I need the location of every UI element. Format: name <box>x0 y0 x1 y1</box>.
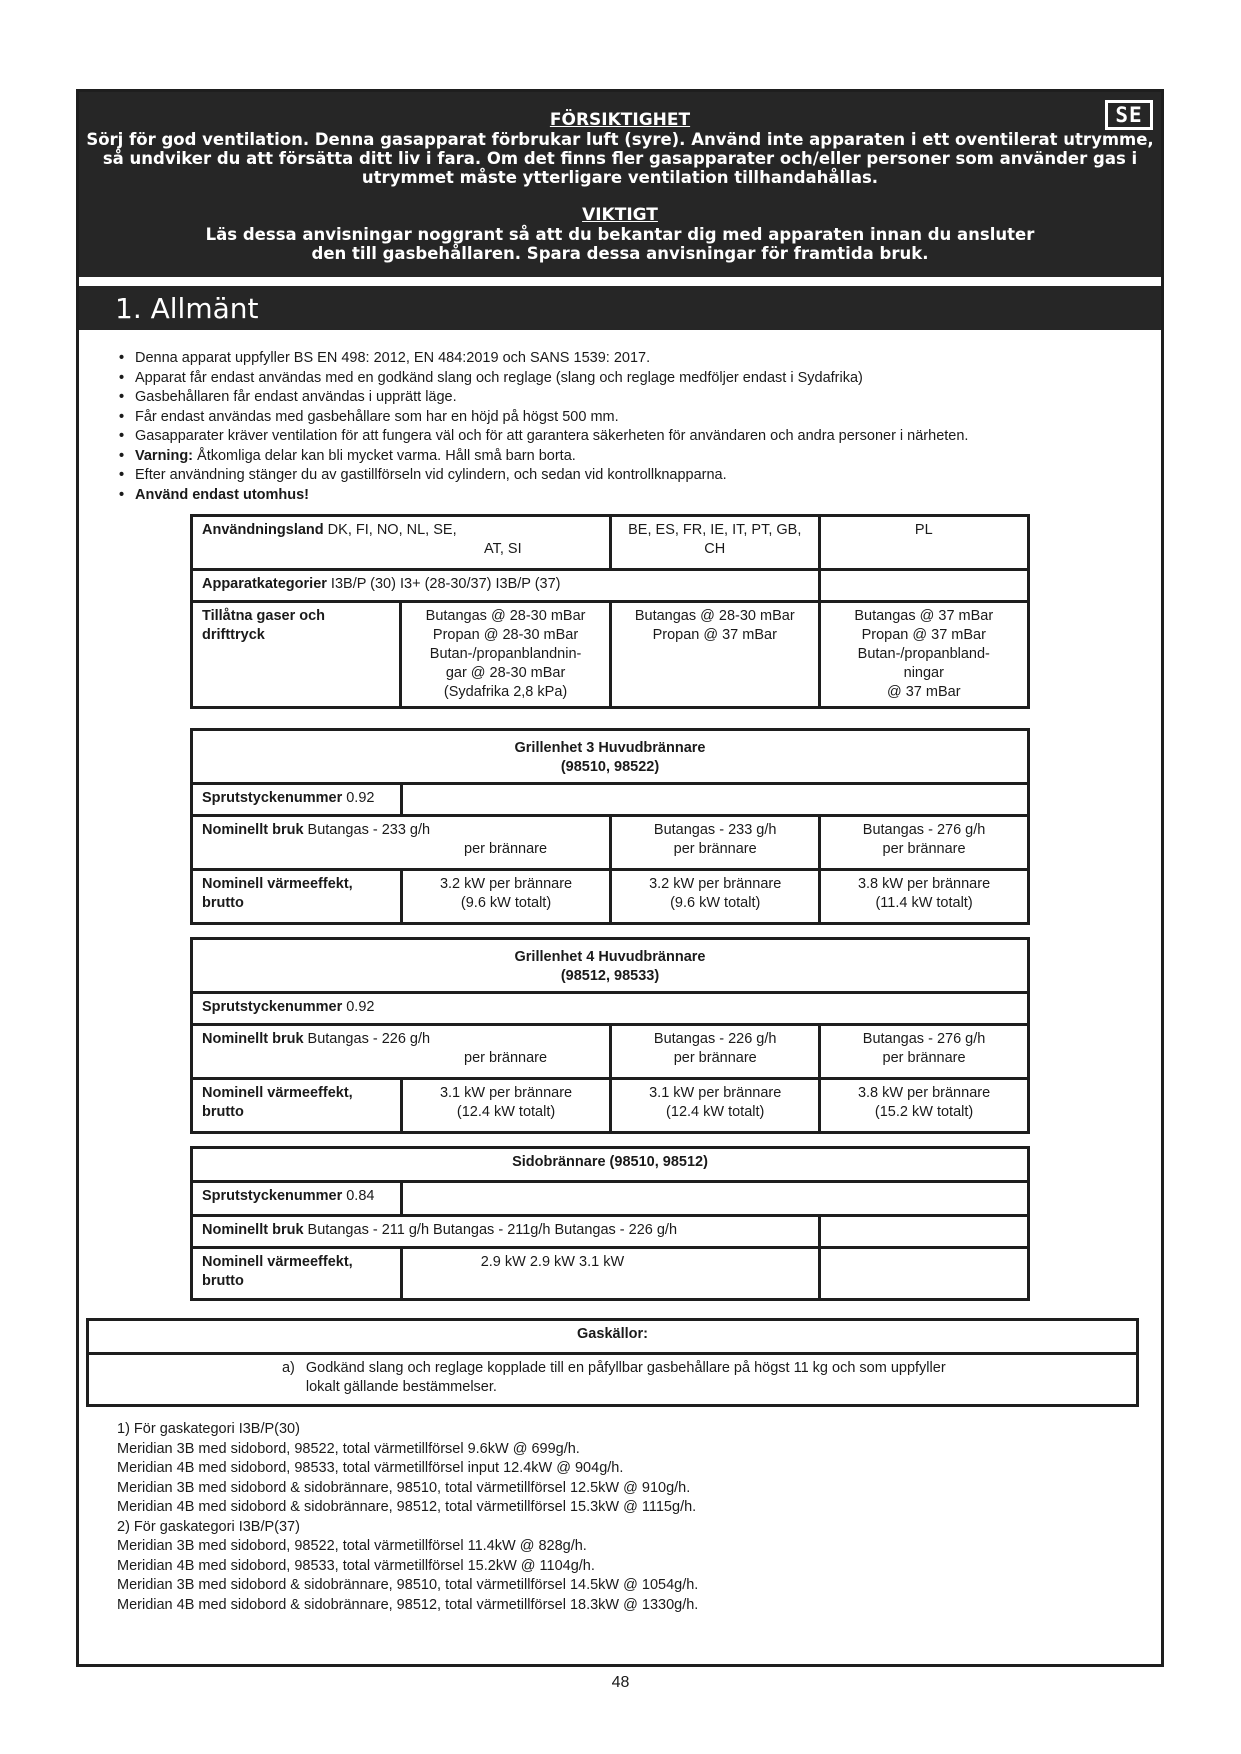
usage-col2 <box>611 1025 820 1079</box>
usage-col3 <box>820 816 1029 870</box>
grill4-models: (98512, 98533) <box>560 968 660 984</box>
heat-label: Nominell värmeeffekt, brutto <box>192 1248 402 1300</box>
gas-line: Butangas @ 37 mBar <box>854 608 994 624</box>
category-value: I3B/P (30) I3+ (28-30/37) I3B/P (37) <box>326 576 561 592</box>
country-value: DK, FI, NO, NL, SE, <box>323 522 457 538</box>
warning-title: FÖRSIKTIGHET <box>549 110 691 130</box>
warning-label: Varning: <box>135 447 194 464</box>
grill3-header <box>192 730 1029 784</box>
heat-line: 3.1 kW per brännare <box>439 1085 573 1101</box>
side-burner-table <box>190 1146 1030 1301</box>
empty-cell <box>401 993 1028 1025</box>
language-badge: SE <box>1105 100 1153 130</box>
bullet-item: • Apparat får endast användas med en godkänd slang och reglage (slang och reglage medföljer endast i Sydafrika) <box>119 369 968 389</box>
note-line: Meridian 3B med sidobord, 98522, total värmetillförsel 11.4kW @ 828g/h. <box>117 1538 587 1554</box>
gases-col3 <box>819 602 1028 708</box>
gas-line: @ 37 mBar <box>887 684 961 700</box>
category-label: Apparatkategorier <box>202 576 327 592</box>
heat-line: (9.6 kW totalt) <box>460 895 552 911</box>
usage-unit: per brännare <box>464 1050 548 1066</box>
note-line: Meridian 4B med sidobord & sidobrännare, 98512, total värmetillförsel 15.3kW @ 1115g/h. <box>117 1499 697 1515</box>
gas-line: Propan @ 28-30 mBar <box>432 627 579 643</box>
gas-line: Butangas @ 28-30 mBar <box>634 608 795 624</box>
usage-label: Nominellt bruk <box>202 1031 304 1047</box>
section-header <box>79 286 1161 330</box>
usage-line: Butangas - 276 g/h <box>862 822 986 838</box>
heat-line: 3.1 kW per brännare <box>649 1085 782 1101</box>
empty-cell <box>401 784 1028 816</box>
nozzle-label: Sprutstyckenummer <box>202 790 343 806</box>
usage-line: Butangas - 226 g/h <box>653 1031 777 1047</box>
usage-label: Nominellt bruk <box>202 1222 304 1238</box>
gas-line: Butan-/propanblandnin- <box>429 646 582 662</box>
heat-col3 <box>820 870 1029 924</box>
gases-col2 <box>610 602 819 708</box>
warning-line: utrymmet måste ytterligare ventilation tillhandahållas. <box>361 168 879 187</box>
nozzle-value: 0.92 <box>342 790 375 806</box>
empty-cell <box>401 1182 1028 1216</box>
nozzle-cell <box>192 993 402 1025</box>
gas-item-text <box>297 1354 1138 1406</box>
nozzle-cell <box>192 1182 402 1216</box>
gas-line: (Sydafrika 2,8 kPa) <box>443 684 568 700</box>
note-line: 2) För gaskategori I3B/P(37) <box>117 1518 300 1535</box>
page-number: 48 <box>611 1674 630 1691</box>
heat-line: 3.2 kW per brännare <box>649 876 782 892</box>
bullet-item: • Denna apparat uppfyller BS EN 498: 2012, EN 484:2019 och SANS 1539: 2017. <box>119 349 968 369</box>
note-line: Meridian 3B med sidobord & sidobrännare, 98510, total värmetillförsel 14.5kW @ 1054g/h. <box>117 1577 699 1593</box>
heat-line: 3.8 kW per brännare <box>857 876 991 892</box>
gases-label: Tillåtna gaser och drifttryck <box>192 602 401 708</box>
gas-item-line: Godkänd slang och reglage kopplade till en påfyllbar gasbehållare på högst 11 kg och som uppfyller <box>305 1360 946 1376</box>
heat-line: (12.4 kW totalt) <box>456 1104 556 1120</box>
usage-unit: per brännare <box>464 841 548 857</box>
note-line: Meridian 4B med sidobord, 98533, total värmetillförsel 15.2kW @ 1104g/h. <box>117 1557 595 1574</box>
nozzle-cell <box>192 784 402 816</box>
grill4-title: Grillenhet 4 Huvudbrännare <box>514 949 706 965</box>
gas-item-letter: a) <box>88 1354 297 1406</box>
bullet-item: • Får endast användas med gasbehållare som har en höjd på högst 500 mm. <box>119 408 968 428</box>
heat-col2 <box>611 870 820 924</box>
empty-cell <box>820 1216 1029 1248</box>
usage-col2 <box>611 816 820 870</box>
heat-label: Nominell värmeeffekt, brutto <box>192 870 402 924</box>
usage-value: Butangas - 226 g/h <box>303 1031 431 1047</box>
section-title: 1. Allmänt <box>115 292 259 325</box>
category-cell <box>192 570 820 602</box>
usage-line: per brännare <box>673 841 757 857</box>
gases-col1 <box>401 602 611 708</box>
heat-line: (11.4 kW totalt) <box>875 895 973 911</box>
heat-line: 3.8 kW per brännare <box>857 1085 991 1101</box>
nozzle-value: 0.92 <box>342 999 375 1015</box>
bullet-item <box>119 447 968 467</box>
important-line: Läs dessa anvisningar noggrant så att du bekantar dig med apparaten innan du ansluter <box>205 225 1035 244</box>
country-col2: BE, ES, FR, IE, IT, PT, GB, CH <box>610 516 819 570</box>
usage-value: Butangas - 233 g/h <box>303 822 431 838</box>
side-title: Sidobrännare (98510, 98512) <box>192 1148 1029 1182</box>
usage-line: per brännare <box>673 1050 757 1066</box>
nozzle-label: Sprutstyckenummer <box>202 999 343 1015</box>
important-line: den till gasbehållaren. Spara dessa anvisningar för framtida bruk. <box>311 244 929 263</box>
usage-line: Butangas - 233 g/h <box>653 822 777 838</box>
country-col3: PL <box>819 516 1028 570</box>
gas-sources-table <box>86 1318 1139 1407</box>
gas-item-line: lokalt gällande bestämmelser. <box>305 1379 497 1395</box>
note-line: Meridian 3B med sidobord & sidobrännare, 98510, total värmetillförsel 12.5kW @ 910g/h. <box>117 1479 691 1496</box>
gas-line: Propan @ 37 mBar <box>861 627 986 643</box>
usage-cell <box>192 816 611 870</box>
gas-line: Propan @ 37 mBar <box>652 627 777 643</box>
heat-line: (9.6 kW totalt) <box>670 895 761 911</box>
heat-line: 3.2 kW per brännare <box>439 876 573 892</box>
heat-line: (12.4 kW totalt) <box>666 1104 765 1120</box>
nozzle-value: 0.84 <box>342 1188 375 1204</box>
grill3-models: (98510, 98522) <box>560 759 660 775</box>
gas-line: Butangas @ 28-30 mBar <box>425 608 586 624</box>
note-line: Meridian 4B med sidobord & sidobrännare, 98512, total värmetillförsel 18.3kW @ 1330g/h. <box>117 1596 699 1613</box>
heat-value: 2.9 kW 2.9 kW 3.1 kW <box>401 1248 819 1300</box>
note-line: Meridian 4B med sidobord, 98533, total värmetillförsel input 12.4kW @ 904g/h. <box>117 1460 624 1476</box>
note-line: 1) För gaskategori I3B/P(30) <box>117 1421 300 1437</box>
grill3-table <box>190 728 1030 925</box>
country-label: Användningsland <box>202 522 324 538</box>
country-cell <box>192 516 611 570</box>
bullet-item: • Efter användning stänger du av gastillförseln vid cylindern, och sedan vid kontrollknapparna. <box>119 466 968 486</box>
gas-line: gar @ 28-30 mBar <box>445 665 566 681</box>
general-bullet-list <box>119 349 968 505</box>
grill4-table <box>190 937 1030 1134</box>
gas-sources-title: Gaskällor: <box>88 1320 1138 1354</box>
page-frame <box>76 89 1164 1667</box>
usage-col3 <box>820 1025 1029 1079</box>
usage-value: Butangas - 211 g/h Butangas - 211g/h Butangas - 226 g/h <box>303 1222 678 1238</box>
heat-col3 <box>820 1079 1029 1133</box>
nozzle-label: Sprutstyckenummer <box>202 1188 343 1204</box>
empty-cell <box>820 1248 1029 1300</box>
note-line: Meridian 3B med sidobord, 98522, total värmetillförsel 9.6kW @ 699g/h. <box>117 1440 580 1457</box>
usage-cell <box>192 1025 611 1079</box>
grill3-title: Grillenhet 3 Huvudbrännare <box>514 740 706 756</box>
usage-line: per brännare <box>882 1050 966 1066</box>
heat-col1 <box>401 1079 610 1133</box>
gas-line: ningar <box>903 665 944 681</box>
heat-col2 <box>611 1079 820 1133</box>
usage-line: per brännare <box>882 841 966 857</box>
gas-category-notes <box>117 1420 698 1615</box>
warning-line: så undviker du att försätta ditt liv i fara. Om det finns fler gasapparater och/eller personer som använder gas i <box>102 149 1138 168</box>
bullet-item: • Gasbehållaren får endast användas i upprätt läge. <box>119 388 968 408</box>
heat-label: Nominell värmeeffekt, brutto <box>192 1079 402 1133</box>
gas-line: Butan-/propanbland- <box>857 646 990 662</box>
heat-col1 <box>401 870 610 924</box>
heat-line: (15.2 kW totalt) <box>874 1104 974 1120</box>
important-title: VIKTIGT <box>582 205 658 225</box>
country-table <box>190 514 1030 709</box>
usage-label: Nominellt bruk <box>202 822 304 838</box>
usage-line: Butangas - 276 g/h <box>862 1031 986 1047</box>
bullet-item: • Använd endast utomhus! <box>119 486 968 506</box>
bullet-text: Åtkomliga delar kan bli mycket varma. Håll små barn borta. <box>193 447 576 464</box>
warning-box <box>79 92 1161 277</box>
empty-cell <box>819 570 1028 602</box>
bullet-item: • Gasapparater kräver ventilation för att fungera väl och för att garantera säkerheten för användaren och andra personer i närheten. <box>119 427 968 447</box>
country-value-cont: AT, SI <box>484 541 522 557</box>
grill4-header <box>192 939 1029 993</box>
warning-line: Sörj för god ventilation. Denna gasapparat förbrukar luft (syre). Använd inte apparaten i ett oventilerat utrymme, <box>86 130 1154 149</box>
usage-cell <box>192 1216 820 1248</box>
